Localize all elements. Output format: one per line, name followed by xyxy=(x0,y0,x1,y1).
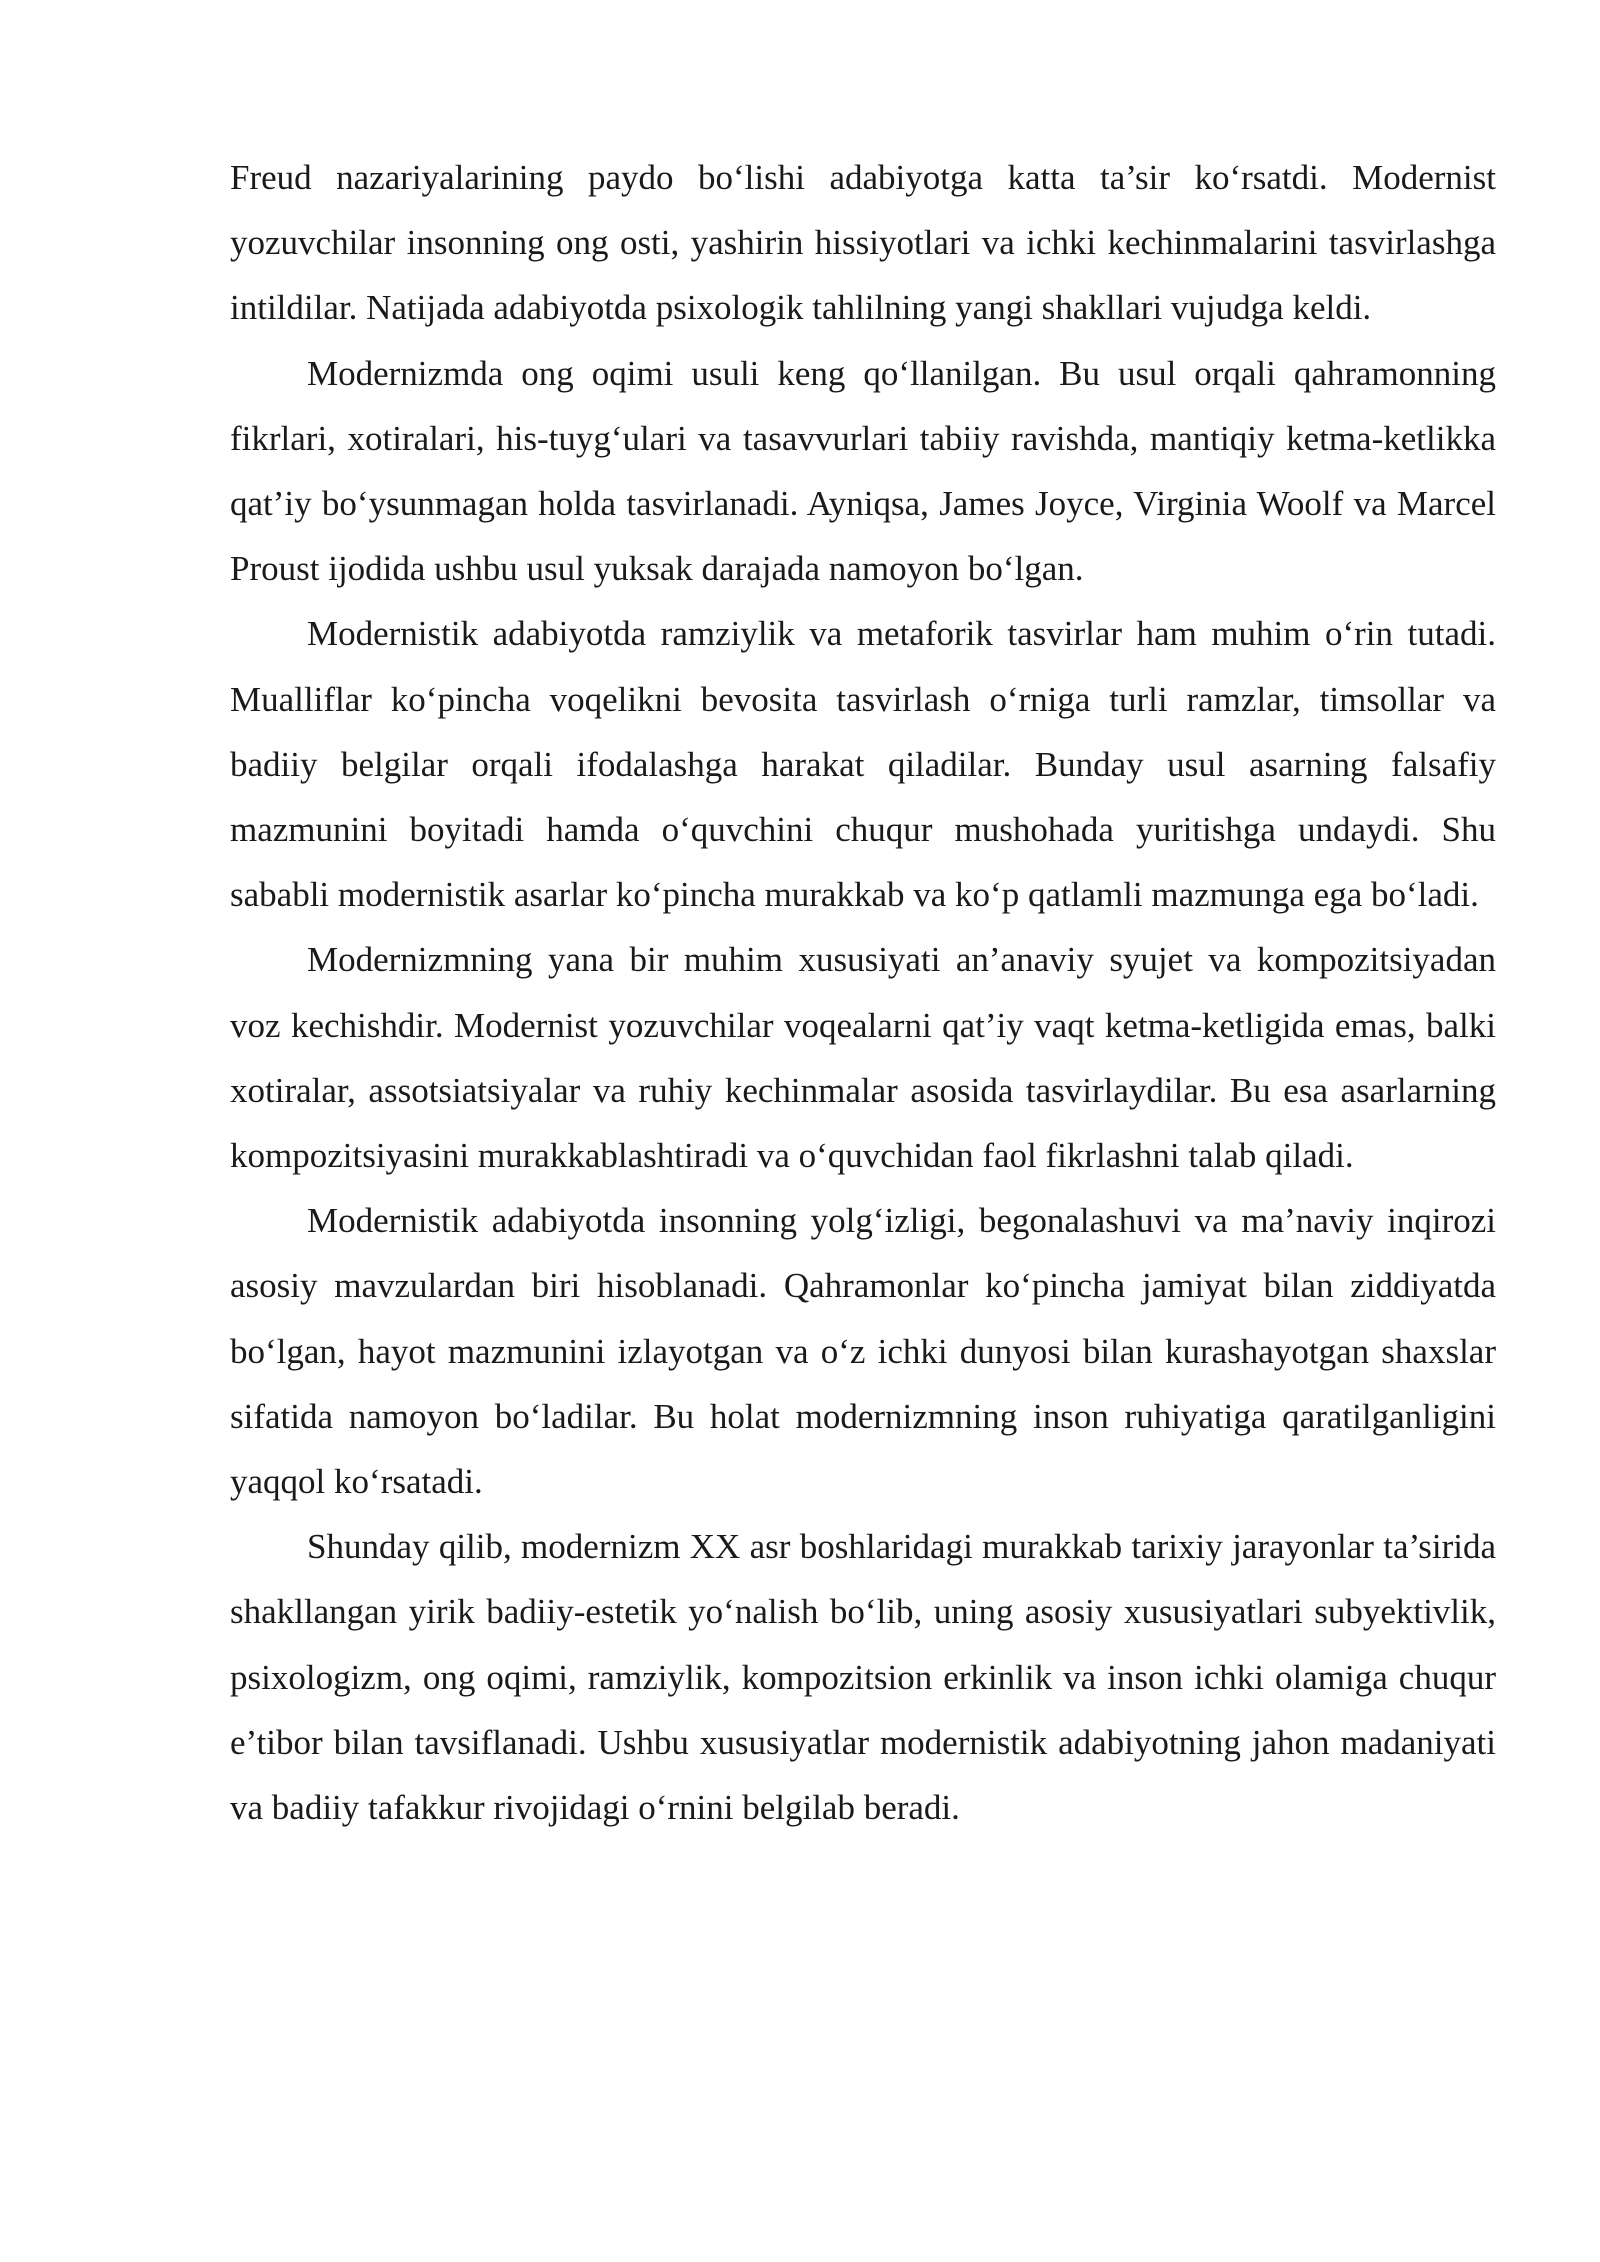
paragraph-4: Modernizmning yana bir muhim xususiyati an’anaviy syujet va kompozitsiyadan voz kechishdir. Modernist yozuvchilar voqealarni qat’iy vaqt ketma-ketligida emas, balki xotiralar, assotsiatsiyalar va ruhiy kechinmalar asosida tasvirlaydilar. Bu esa asarlarning kompozitsiyasini murakkablashtiradi va o‘quvchidan faol fikrlashni talab qiladi. xyxy=(230,940,1496,1176)
paragraph-5: Modernistik adabiyotda insonning yolg‘izligi, begonalashuvi va ma’naviy inqirozi asosiy mavzulardan biri hisoblanadi. Qahramonlar ko‘pincha jamiyat bilan ziddiyatda bo‘lgan, hayot mazmunini izlayotgan va o‘z ichki dunyosi bilan kurashayotgan shaxslar sifatida namoyon bo‘ladilar. Bu holat modernizmning inson ruhiyatiga qaratilganligini yaqqol ko‘rsatadi. xyxy=(230,1201,1496,1502)
paragraph-2: Modernizmda ong oqimi usuli keng qo‘llanilgan. Bu usul orqali qahramonning fikrlari, xotiralari, his-tuyg‘ulari va tasavvurlari tabiiy ravishda, mantiqiy ketma-ketlikka qat’iy bo‘ysunmagan holda tasvirlanadi. Ayniqsa, James Joyce, Virginia Woolf va Marcel Proust ijodida ushbu usul yuksak darajada namoyon bo‘lgan. xyxy=(230,353,1496,589)
paragraph-3: Modernistik adabiyotda ramziylik va metaforik tasvirlar ham muhim o‘rin tutadi. Mualliflar ko‘pincha voqelikni bevosita tasvirlash o‘rniga turli ramzlar, timsollar va badiiy belgilar orqali ifodalashga harakat qiladilar. Bunday usul asarning falsafiy mazmunini boyitadi hamda o‘quvchini chuqur mushohada yuritishga undaydi. Shu sababli modernistik asarlar ko‘pincha murakkab va ko‘p qatlamli mazmunga ega bo‘ladi. xyxy=(230,614,1496,915)
document-page xyxy=(230,145,1496,1840)
paragraph-1: Freud nazariyalarining paydo bo‘lishi adabiyotga katta ta’sir ko‘rsatdi. Modernist yozuvchilar insonning ong osti, yashirin hissiyotlari va ichki kechinmalarini tasvirlashga intildilar. Natijada adabiyotda psixologik tahlilning yangi shakllari vujudga keldi. xyxy=(230,158,1496,328)
paragraph-6: Shunday qilib, modernizm XX asr boshlaridagi murakkab tarixiy jarayonlar ta’sirida shakllangan yirik badiiy-estetik yo‘nalish bo‘lib, uning asosiy xususiyatlari subyektivlik, psixologizm, ong oqimi, ramziylik, kompozitsion erkinlik va inson ichki olamiga chuqur e’tibor bilan tavsiflanadi. Ushbu xususiyatlar modernistik adabiyotning jahon madaniyati va badiiy tafakkur rivojidagi o‘rnini belgilab beradi. xyxy=(230,1527,1496,1828)
